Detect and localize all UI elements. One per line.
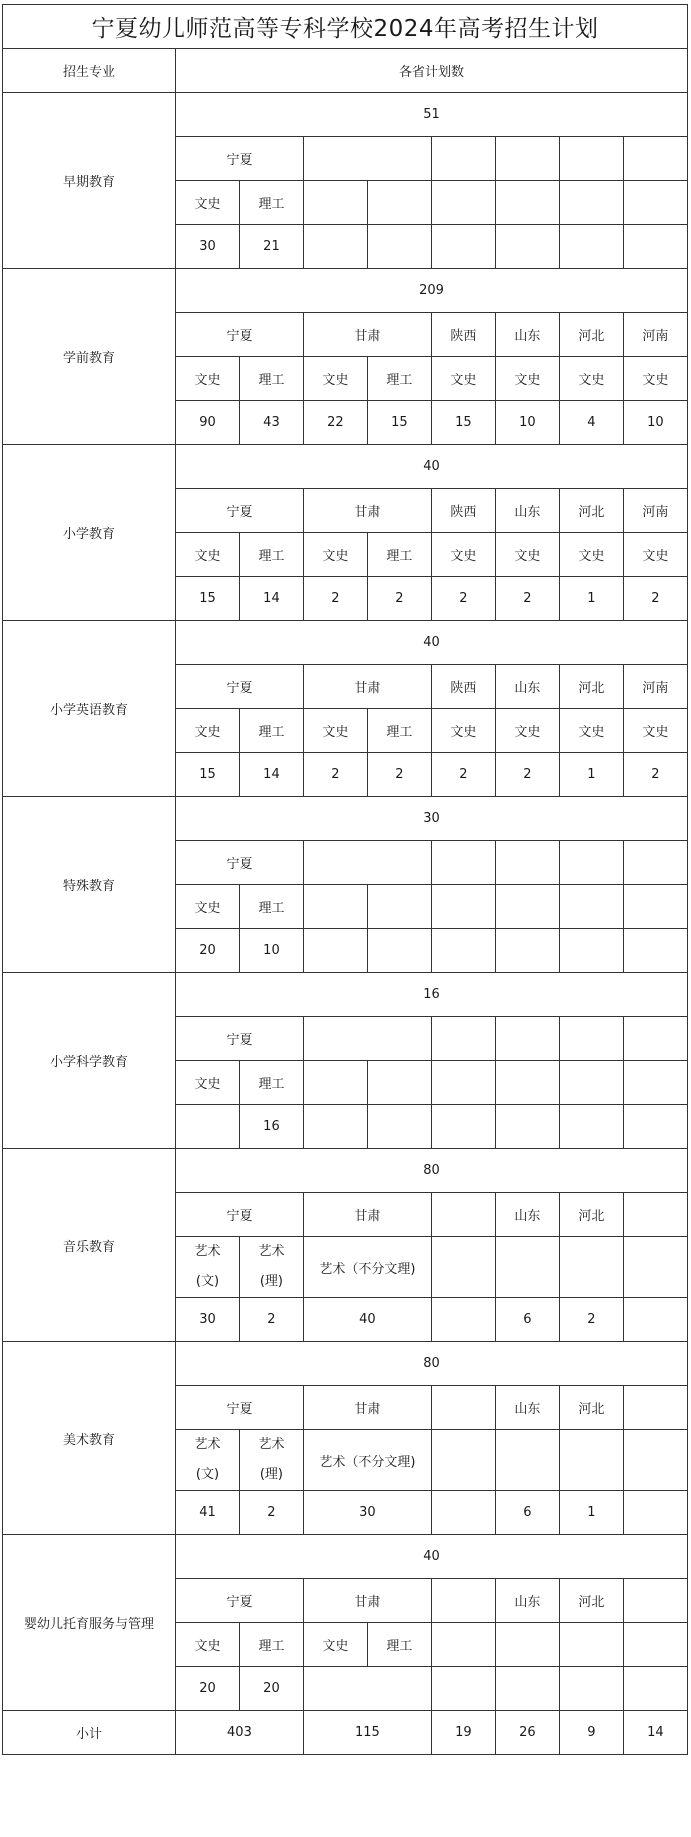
major-total: 16 [175, 973, 687, 1017]
value-cell: 20 [175, 929, 239, 973]
subject-cell: 文史 [495, 709, 559, 753]
value-cell: 30 [303, 1491, 431, 1535]
table-row [3, 93, 688, 137]
subtotal-label: 小计 [3, 1711, 176, 1755]
subtotal-value: 26 [495, 1711, 559, 1755]
subject-cell: 文史 [175, 533, 239, 577]
subject-cell: 艺术 (理) [239, 1430, 303, 1491]
subject-cell: 艺术 (文) [175, 1430, 239, 1491]
value-cell: 2 [623, 753, 687, 797]
subtotal-value: 115 [303, 1711, 431, 1755]
subject-cell: 文史 [431, 357, 495, 401]
value-cell: 4 [559, 401, 623, 445]
province-cell: 宁夏 [175, 1579, 303, 1623]
province-cell: 甘肃 [303, 489, 431, 533]
province-cell: 陕西 [431, 665, 495, 709]
province-cell: 宁夏 [175, 1193, 303, 1237]
subject-cell: 文史 [623, 533, 687, 577]
province-cell: 宁夏 [175, 137, 303, 181]
subtotal-row [3, 1711, 688, 1755]
enrollment-plan-table [2, 4, 688, 1755]
subject-cell: 文史 [303, 1623, 367, 1667]
province-cell: 山东 [495, 1579, 559, 1623]
subject-cell: 文史 [175, 357, 239, 401]
subject-cell: 文史 [559, 357, 623, 401]
province-cell: 河南 [623, 665, 687, 709]
value-cell: 2 [559, 1298, 623, 1342]
province-cell: 河南 [623, 489, 687, 533]
subject-cell: 文史 [303, 533, 367, 577]
province-cell: 河北 [559, 1193, 623, 1237]
province-cell: 河北 [559, 1579, 623, 1623]
subject-cell: 文史 [495, 357, 559, 401]
value-cell: 20 [175, 1667, 239, 1711]
subject-cell: 文史 [623, 709, 687, 753]
table-title: 宁夏幼儿师范高等专科学校2024年高考招生计划 [3, 5, 688, 49]
province-cell: 河南 [623, 313, 687, 357]
value-cell: 30 [175, 225, 239, 269]
province-cell: 甘肃 [303, 1386, 431, 1430]
value-cell: 2 [239, 1298, 303, 1342]
subtotal-value: 19 [431, 1711, 495, 1755]
province-cell: 河北 [559, 665, 623, 709]
table-row [3, 973, 688, 1017]
province-cell: 山东 [495, 489, 559, 533]
table-row [3, 269, 688, 313]
major-name: 婴幼儿托育服务与管理 [3, 1535, 176, 1711]
province-cell: 甘肃 [303, 665, 431, 709]
subject-cell: 艺术 (文) [175, 1237, 239, 1298]
value-cell: 14 [239, 577, 303, 621]
table-row [3, 1149, 688, 1193]
subject-cell: 理工 [367, 709, 431, 753]
value-cell: 20 [239, 1667, 303, 1711]
value-cell: 15 [431, 401, 495, 445]
subject-cell: 理工 [239, 533, 303, 577]
table-row [3, 445, 688, 489]
major-name: 特殊教育 [3, 797, 176, 973]
value-cell: 43 [239, 401, 303, 445]
value-cell: 6 [495, 1491, 559, 1535]
value-cell: 2 [303, 577, 367, 621]
value-cell: 90 [175, 401, 239, 445]
subject-cell: 文史 [303, 709, 367, 753]
province-cell: 宁夏 [175, 665, 303, 709]
subject-cell: 理工 [239, 709, 303, 753]
province-cell: 河北 [559, 489, 623, 533]
major-total: 80 [175, 1149, 687, 1193]
province-cell: 陕西 [431, 489, 495, 533]
value-cell: 30 [175, 1298, 239, 1342]
value-cell: 40 [303, 1298, 431, 1342]
province-cell: 山东 [495, 313, 559, 357]
province-cell: 河北 [559, 313, 623, 357]
province-cell: 甘肃 [303, 313, 431, 357]
value-cell: 2 [431, 753, 495, 797]
province-cell: 宁夏 [175, 841, 303, 885]
major-name: 美术教育 [3, 1342, 176, 1535]
value-cell: 10 [239, 929, 303, 973]
table-row [3, 621, 688, 665]
value-cell: 10 [495, 401, 559, 445]
subject-cell: 文史 [559, 533, 623, 577]
subtotal-value: 403 [175, 1711, 303, 1755]
subject-cell: 文史 [175, 1061, 239, 1105]
subject-cell: 文史 [175, 709, 239, 753]
value-cell: 22 [303, 401, 367, 445]
subject-cell: 理工 [239, 1061, 303, 1105]
subject-cell: 艺术（不分文理) [303, 1237, 431, 1298]
province-cell: 宁夏 [175, 1386, 303, 1430]
subject-cell: 艺术 (理) [239, 1237, 303, 1298]
table-row [3, 1342, 688, 1386]
major-name: 小学英语教育 [3, 621, 176, 797]
major-total: 40 [175, 1535, 687, 1579]
header-plan: 各省计划数 [175, 49, 687, 93]
value-cell: 6 [495, 1298, 559, 1342]
value-cell: 2 [367, 753, 431, 797]
table-row [3, 797, 688, 841]
subject-cell: 理工 [239, 181, 303, 225]
value-cell: 2 [303, 753, 367, 797]
subject-cell: 文史 [303, 357, 367, 401]
value-cell: 1 [559, 1491, 623, 1535]
province-cell: 宁夏 [175, 1017, 303, 1061]
table-row [3, 1535, 688, 1579]
value-cell: 15 [367, 401, 431, 445]
value-cell: 10 [623, 401, 687, 445]
major-total: 209 [175, 269, 687, 313]
subject-cell: 理工 [367, 1623, 431, 1667]
subject-cell: 文史 [431, 709, 495, 753]
value-cell: 2 [431, 577, 495, 621]
subject-cell: 文史 [495, 533, 559, 577]
subtotal-value: 14 [623, 1711, 687, 1755]
subject-cell: 理工 [367, 357, 431, 401]
value-cell: 16 [239, 1105, 303, 1149]
subject-cell: 文史 [175, 1623, 239, 1667]
value-cell: 14 [239, 753, 303, 797]
value-cell: 1 [559, 753, 623, 797]
province-cell: 宁夏 [175, 489, 303, 533]
major-name: 早期教育 [3, 93, 176, 269]
province-cell: 陕西 [431, 313, 495, 357]
province-cell: 甘肃 [303, 1579, 431, 1623]
province-cell: 山东 [495, 665, 559, 709]
subject-cell: 理工 [239, 357, 303, 401]
subject-cell: 文史 [175, 885, 239, 929]
major-name: 学前教育 [3, 269, 176, 445]
major-total: 51 [175, 93, 687, 137]
major-total: 80 [175, 1342, 687, 1386]
province-cell: 山东 [495, 1193, 559, 1237]
subject-cell: 理工 [239, 885, 303, 929]
subject-cell: 文史 [175, 181, 239, 225]
value-cell: 2 [623, 577, 687, 621]
major-total: 40 [175, 445, 687, 489]
subject-cell: 理工 [367, 533, 431, 577]
major-name: 小学教育 [3, 445, 176, 621]
value-cell [175, 1105, 239, 1149]
subject-cell: 文史 [559, 709, 623, 753]
subject-cell: 文史 [623, 357, 687, 401]
value-cell: 15 [175, 577, 239, 621]
major-name: 音乐教育 [3, 1149, 176, 1342]
value-cell: 2 [495, 577, 559, 621]
province-cell: 山东 [495, 1386, 559, 1430]
subject-cell: 艺术（不分文理) [303, 1430, 431, 1491]
province-cell: 河北 [559, 1386, 623, 1430]
subject-cell: 文史 [431, 533, 495, 577]
province-cell: 甘肃 [303, 1193, 431, 1237]
value-cell: 2 [239, 1491, 303, 1535]
value-cell: 21 [239, 225, 303, 269]
value-cell: 2 [367, 577, 431, 621]
subject-cell: 理工 [239, 1623, 303, 1667]
value-cell: 41 [175, 1491, 239, 1535]
subtotal-value: 9 [559, 1711, 623, 1755]
major-total: 40 [175, 621, 687, 665]
value-cell: 2 [495, 753, 559, 797]
value-cell: 15 [175, 753, 239, 797]
value-cell: 1 [559, 577, 623, 621]
header-major: 招生专业 [3, 49, 176, 93]
major-name: 小学科学教育 [3, 973, 176, 1149]
major-total: 30 [175, 797, 687, 841]
province-cell: 宁夏 [175, 313, 303, 357]
